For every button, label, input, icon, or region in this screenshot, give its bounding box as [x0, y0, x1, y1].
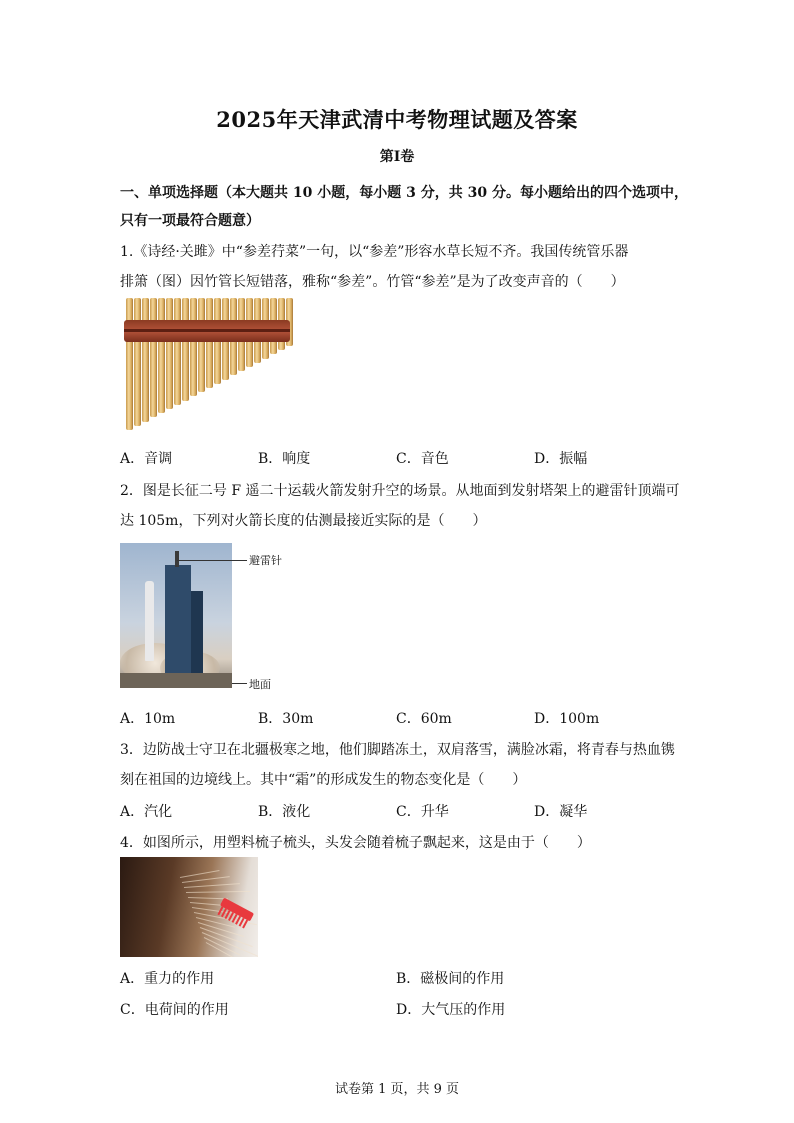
pan-flute-image	[120, 298, 295, 433]
ground-label: 地面	[249, 678, 271, 691]
exam-title: 2025年天津武清中考物理试题及答案	[216, 107, 578, 132]
q2-option-b[interactable]: B．30m	[258, 711, 314, 727]
q4-option-d[interactable]: D．大气压的作用	[396, 1002, 506, 1018]
q1-option-c[interactable]: C．音色	[396, 451, 449, 467]
pan-flute-pipe	[198, 298, 205, 392]
pan-flute-pipe	[206, 298, 213, 388]
q3-option-d[interactable]: D．凝华	[534, 804, 588, 820]
hair-comb-image	[120, 857, 258, 957]
q1-option-b[interactable]: B．响度	[258, 451, 311, 467]
q2-option-a[interactable]: A．10m	[120, 711, 176, 727]
instructions-line-2: 只有一项最符合题意）	[120, 213, 260, 229]
section-heading: 第Ⅰ卷	[379, 149, 415, 165]
launch-tower	[165, 565, 191, 675]
pan-flute-pipe	[142, 298, 149, 422]
q3-option-c[interactable]: C．升华	[396, 804, 449, 820]
question-2-line-2: 达 105m，下列对火箭长度的估测最接近实际的是（ ）	[120, 513, 487, 529]
question-1-line-2: 排箫（图）因竹管长短错落，雅称“参差”。竹管“参差”是为了改变声音的（ ）	[120, 274, 625, 290]
pan-flute-pipe	[182, 298, 189, 401]
question-3-line-2: 刻在祖国的边境线上。其中“霜”的形成发生的物态变化是（ ）	[120, 772, 527, 788]
q4-option-b[interactable]: B．磁极间的作用	[396, 971, 505, 987]
rocket-launch-image	[120, 543, 295, 693]
q4-option-c[interactable]: C．电荷间的作用	[120, 1002, 229, 1018]
question-4-line-1: 4．如图所示，用塑料梳子梳头，头发会随着梳子飘起来，这是由于（ ）	[120, 835, 591, 851]
q2-option-c[interactable]: C．60m	[396, 711, 452, 727]
rocket	[145, 581, 154, 661]
question-3-line-1: 3．边防战士守卫在北疆极寒之地，他们脚踏冻土，双肩落雪，满脸冰霜，将青春与热血镌	[120, 742, 675, 758]
q3-option-b[interactable]: B．液化	[258, 804, 311, 820]
pan-flute-pipe	[190, 298, 197, 396]
pan-flute-pipe	[174, 298, 181, 405]
question-1-line-1: 1.《诗经·关雎》中“参差荇菜”一句，以“参差”形容水草长短不齐。我国传统管乐器	[120, 244, 629, 260]
question-2-line-1: 2．图是长征二号 F 遥二十运载火箭发射升空的场景。从地面到发射塔架上的避雷针顶端可	[120, 483, 680, 499]
pan-flute-pipe	[150, 298, 157, 417]
q2-option-d[interactable]: D．100m	[534, 711, 600, 727]
instructions-line-1: 一、单项选择题（本大题共 10 小题，每小题 3 分，共 30 分。每小题给出的四个选项中，	[120, 185, 688, 201]
q4-option-a[interactable]: A．重力的作用	[120, 971, 215, 987]
pan-flute-pipe	[158, 298, 165, 413]
page-footer: 试卷第 1 页，共 9 页	[334, 1082, 460, 1097]
lightning-rod-label: 避雷针	[249, 554, 282, 567]
pan-flute-pipe	[166, 298, 173, 409]
pan-flute-band	[124, 320, 290, 342]
pan-flute-pipe	[126, 298, 133, 430]
pan-flute-pipe	[134, 298, 141, 426]
q1-option-a[interactable]: A．音调	[120, 451, 173, 467]
q3-option-a[interactable]: A．汽化	[120, 804, 173, 820]
q1-option-d[interactable]: D．振幅	[534, 451, 588, 467]
